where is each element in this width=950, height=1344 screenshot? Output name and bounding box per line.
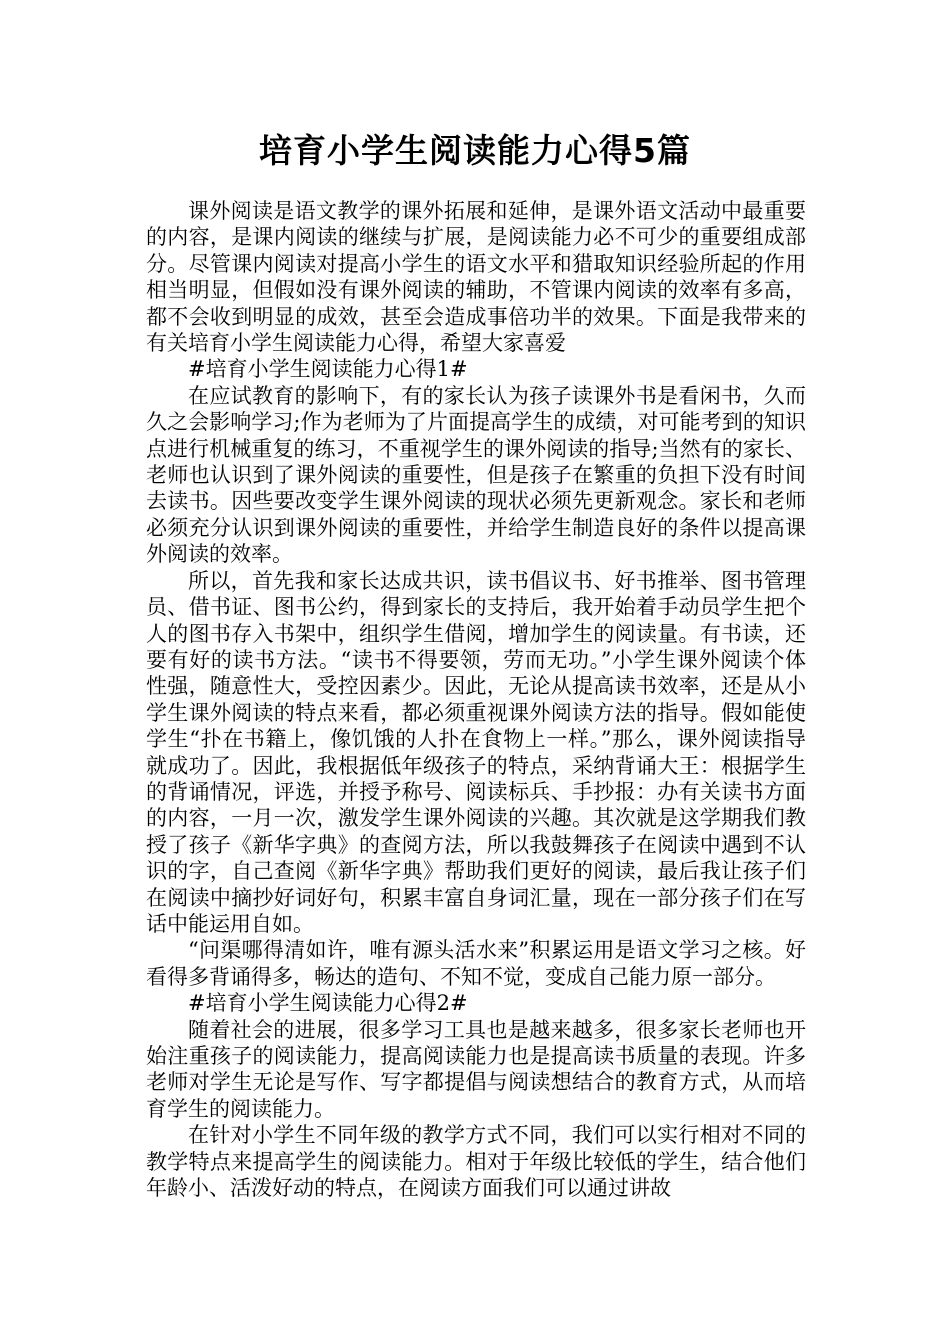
body-paragraph: 在应试教育的影响下，有的家长认为孩子读课外书是看闲书，久而久之会影响学习;作为老师为了片面提高学生的成绩，对可能考到的知识点进行机械重复的练习，不重视学生的课外阅读的指导;当然有的家长、老师也认识到了课外阅读的重要性，但是孩子在繁重的负担下没有时间去读书。因些要改变学生课外阅读的现状必须先更新观念。家长和老师必须充分认识到课外阅读的重要性，并给学生制造良好的条件以提高课外阅读的效率。: [146, 383, 806, 567]
body-paragraph: 所以，首先我和家长达成共识，读书倡议书、好书推举、图书管理员、借书证、图书公约，得到家长的支持后，我开始着手动员学生把个人的图书存入书架中，组织学生借阅，增加学生的阅读量。有书读，还要有好的读书方法。“读书不得要领，劳而无功。”小学生课外阅读个体性强，随意性大，受控因素少。因此，无论从提高读书效率，还是从小学生课外阅读的特点来看，都必须重视课外阅读方法的指导。假如能使学生“扑在书籍上，像饥饿的人扑在食物上一样。”那么，课外阅读指导就成功了。因此，我根据低年级孩子的特点，采纳背诵大王：根据学生的背诵情况，评选，并授予称号、阅读标兵、手抄报：办有关读书方面的内容，一月一次，激发学生课外阅读的兴趣。其次就是这学期我们教授了孩子《新华字典》的查阅方法，所以我鼓舞孩子在阅读中遇到不认识的字，自己查阅《新华字典》帮助我们更好的阅读，最后我让孩子们在阅读中摘抄好词好句，积累丰富自身词汇量，现在一部分孩子们在写话中能运用自如。: [146, 568, 806, 936]
section-heading-1: #培育小学生阅读能力心得1#: [188, 357, 468, 382]
document-title: 培育小学生阅读能力心得5篇: [259, 131, 691, 170]
intro-paragraph: 课外阅读是语文教学的课外拓展和延伸，是课外语文活动中最重要的内容，是课内阅读的继续与扩展，是阅读能力必不可少的重要组成部分。尽管课内阅读对提高小学生的语文水平和猎取知识经验所起的作用相当明显，但假如没有课外阅读的辅助，不管课内阅读的效率有多高，都不会收到明显的成效，甚至会造成事倍功半的效果。下面是我带来的有关培育小学生阅读能力心得，希望大家喜爱: [146, 199, 806, 356]
section-heading-2: #培育小学生阅读能力心得2#: [188, 991, 468, 1016]
body-paragraph: 在针对小学生不同年级的教学方式不同，我们可以实行相对不同的教学特点来提高学生的阅读能力。相对于年级比较低的学生，结合他们年龄小、活泼好动的特点，在阅读方面我们可以通过讲故: [146, 1123, 806, 1201]
document-body: [146, 198, 806, 1201]
body-paragraph: “问渠哪得清如许，唯有源头活水来”积累运用是语文学习之核。好看得多背诵得多，畅达的造句、不知不觉，变成自己能力原一部分。: [146, 938, 806, 989]
body-paragraph: 随着社会的进展，很多学习工具也是越来越多，很多家长老师也开始注重孩子的阅读能力，提高阅读能力也是提高读书质量的表现。许多老师对学生无论是写作、写字都提倡与阅读想结合的教育方式，从而培育学生的阅读能力。: [146, 1017, 806, 1121]
